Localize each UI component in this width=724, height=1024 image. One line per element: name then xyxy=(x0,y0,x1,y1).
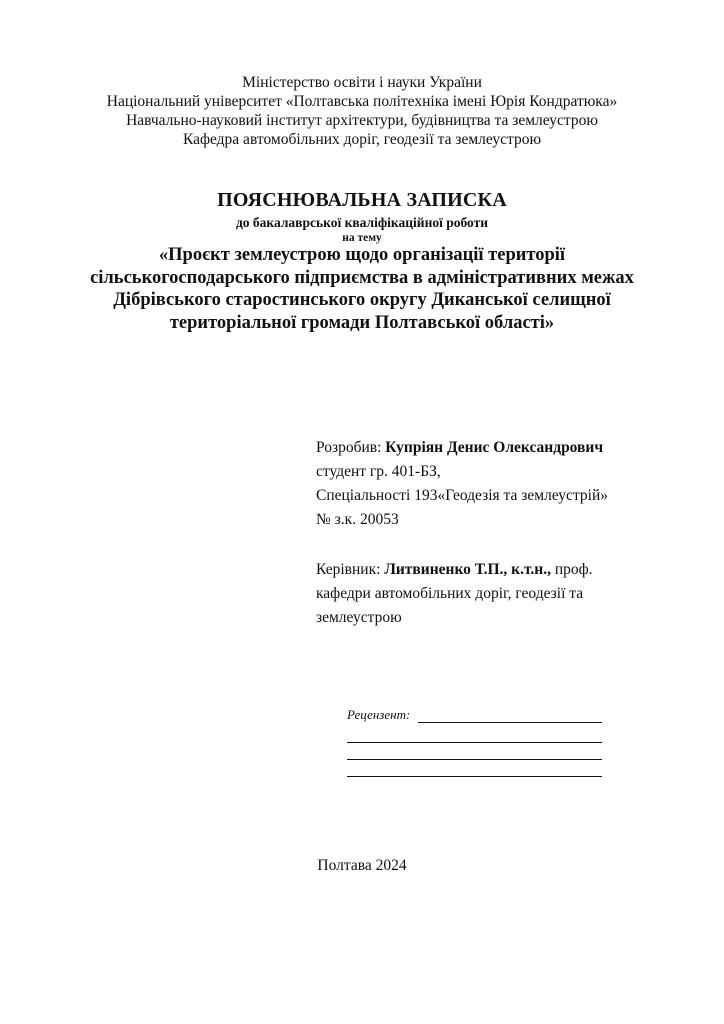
topic-line: Дібрівського старостинського округу Диканської селищної xyxy=(113,290,611,310)
topic-line: сільськогосподарського підприємства в адміністративних межах xyxy=(90,267,634,288)
supervisor-line xyxy=(316,558,593,582)
topic-line: територіальної громади Полтавської області» xyxy=(169,312,555,333)
supervisor-label: Керівник: xyxy=(316,561,385,578)
developer-block xyxy=(316,436,608,532)
supervisor-block xyxy=(316,558,593,630)
developer-name: Купріян Денис Олександрович xyxy=(385,439,604,456)
reviewer-blank-line xyxy=(347,759,602,760)
document-title: ПОЯСНЮВАЛЬНА ЗАПИСКА xyxy=(217,189,507,211)
supervisor-name: Литвиненко Т.П., к.т.н., xyxy=(384,561,551,578)
thesis-topic xyxy=(0,244,724,334)
on-topic-label: на тему xyxy=(342,232,382,244)
reviewer-blank-line xyxy=(347,742,602,743)
document-subtitle: до бакалаврської кваліфікаційної роботи xyxy=(235,215,489,230)
supervisor-dept-line2: землеустрою xyxy=(316,609,402,626)
institute-line: Навчально-науковий інститут архітектури, будівництва та землеустрою xyxy=(126,112,598,129)
reviewer-label: Рецензент: xyxy=(347,707,411,722)
reviewer-signature-line xyxy=(418,722,602,723)
ministry-line: Міністерство освіти і науки України xyxy=(242,74,482,91)
department-line: Кафедра автомобільних доріг, геодезії та землеустрою xyxy=(182,131,542,148)
supervisor-dept-line1: кафедри автомобільних доріг, геодезії та xyxy=(316,585,584,602)
institution-header xyxy=(0,73,724,149)
developer-line xyxy=(316,436,608,460)
reviewer-blank-line xyxy=(347,776,602,777)
reviewer-block xyxy=(347,707,603,723)
supervisor-position: проф. xyxy=(550,561,593,578)
topic-line: «Проєкт землеустрою щодо організації території xyxy=(158,245,566,265)
developer-record: № з.к. 20053 xyxy=(316,511,399,528)
developer-label: Розробив: xyxy=(316,439,386,456)
university-line: Національний університет «Полтавська політехніка імені Юрія Кондратюка» xyxy=(106,93,618,110)
developer-group: студент гр. 401-БЗ, xyxy=(316,463,441,480)
developer-specialty: Спеціальності 193«Геодезія та землеустрій» xyxy=(316,487,609,504)
city-year: Полтава 2024 xyxy=(317,857,407,874)
